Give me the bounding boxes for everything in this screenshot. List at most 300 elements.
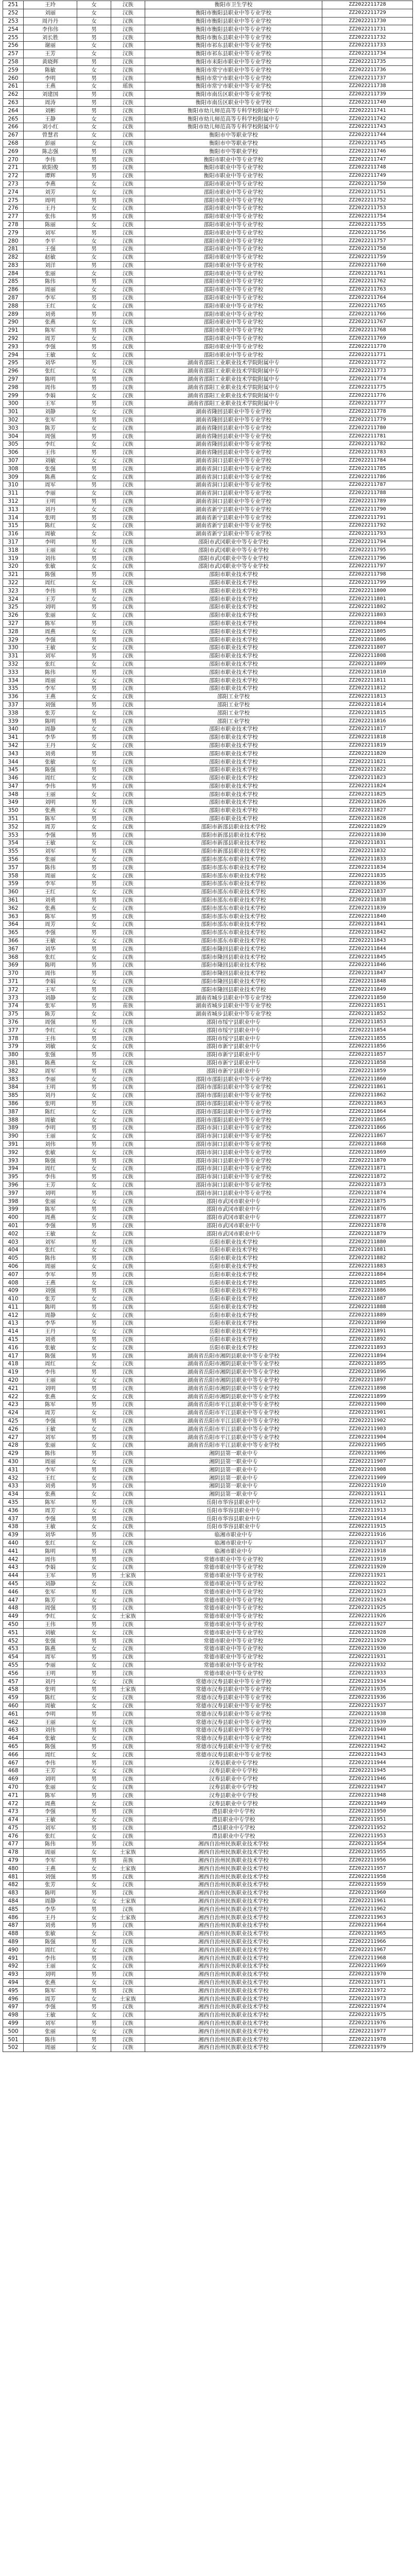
ethnicity-cell: 汉族 [111,1189,145,1197]
certificate-id-cell: ZZ2022211962 [322,1905,413,1913]
table-row [3,359,413,367]
name-cell: 刘勇 [24,1922,77,1930]
name-cell: 刘丽 [24,9,77,17]
ethnicity-cell: 汉族 [111,921,145,929]
row-number: 469 [3,1775,24,1783]
table-row [3,1913,413,1922]
table-row [3,806,413,815]
gender-cell: 女 [77,351,111,359]
ethnicity-cell: 汉族 [111,554,145,563]
certificate-id-cell: ZZ2022211795 [322,546,413,554]
school-cell: 邵阳市职业技术学校 [145,758,322,766]
gender-cell: 女 [77,522,111,530]
table-row [3,408,413,416]
name-cell: 王丽 [24,546,77,554]
name-cell: 王敏 [24,839,77,848]
name-cell: 刘长胜 [24,33,77,42]
certificate-id-cell: ZZ2022211828 [322,815,413,823]
table-row [3,448,413,456]
school-cell: 邵阳市职业技术学校 [145,774,322,782]
ethnicity-cell: 汉族 [111,1523,145,1531]
certificate-id-cell: ZZ2022211949 [322,1800,413,1808]
certificate-id-cell: ZZ2022211908 [322,1466,413,1474]
gender-cell: 女 [77,1865,111,1873]
name-cell: 刘建国 [24,90,77,98]
certificate-id-cell: ZZ2022211741 [322,107,413,115]
ethnicity-cell: 汉族 [111,538,145,546]
row-number: 259 [3,66,24,74]
certificate-id-cell: ZZ2022211838 [322,896,413,904]
school-cell: 邵阳市职业中等专业学校 [145,285,322,294]
ethnicity-cell: 汉族 [111,750,145,758]
gender-cell: 男 [77,863,111,872]
school-cell: 邵阳市职业技术学校 [145,636,322,644]
row-number: 379 [3,1043,24,1051]
row-number: 381 [3,1059,24,1067]
row-number: 360 [3,888,24,896]
gender-cell: 女 [77,953,111,961]
name-cell: 王丽 [24,1376,77,1384]
table-row [3,1629,413,1637]
name-cell: 李娟 [24,1564,77,1572]
gender-cell: 男 [77,1653,111,1661]
table-row [3,1800,413,1808]
name-cell: 周红 [24,774,77,782]
name-cell: 周红 [24,1751,77,1759]
certificate-id-cell: ZZ2022211822 [322,766,413,774]
ethnicity-cell: 汉族 [111,1490,145,1498]
ethnicity-cell: 汉族 [111,1775,145,1783]
certificate-id-cell: ZZ2022211896 [322,1368,413,1376]
ethnicity-cell: 汉族 [111,1018,145,1026]
gender-cell: 女 [77,188,111,196]
name-cell: 张军 [24,1002,77,1010]
ethnicity-cell: 汉族 [111,684,145,692]
ethnicity-cell: 汉族 [111,1710,145,1718]
certificate-id-cell: ZZ2022211874 [322,1189,413,1197]
gender-cell: 男 [77,1824,111,1832]
gender-cell: 女 [77,628,111,636]
name-cell: 陈红 [24,1108,77,1116]
row-number: 426 [3,1425,24,1433]
certificate-id-cell: ZZ2022211946 [322,1775,413,1783]
name-cell: 周芳 [24,823,77,831]
school-cell: 邵阳市洞口县职业中等专业学校 [145,1189,322,1197]
table-row [3,392,413,400]
ethnicity-cell: 汉族 [111,367,145,375]
ethnicity-cell: 汉族 [111,107,145,115]
gender-cell: 男 [77,1238,111,1246]
gender-cell: 男 [77,1157,111,1165]
table-row [3,643,413,652]
gender-cell: 女 [77,440,111,449]
table-row [3,676,413,685]
ethnicity-cell: 汉族 [111,408,145,416]
name-cell: 张芳 [24,1295,77,1303]
name-cell: 赵敏 [24,253,77,261]
name-cell: 王丽 [24,1132,77,1140]
certificate-id-cell: ZZ2022211850 [322,994,413,1002]
certificate-id-cell: ZZ2022211965 [322,1929,413,1938]
name-cell: 陈伟 [24,1449,77,1458]
name-cell: 王明 [24,1083,77,1091]
ethnicity-cell: 汉族 [111,823,145,831]
gender-cell: 女 [77,123,111,131]
certificate-id-cell: ZZ2022211754 [322,212,413,221]
name-cell: 周丽 [24,1458,77,1466]
gender-cell: 男 [77,684,111,692]
table-row [3,1205,413,1213]
ethnicity-cell: 汉族 [111,147,145,156]
certificate-id-cell: ZZ2022211968 [322,1954,413,1962]
table-row [3,888,413,896]
row-number: 285 [3,278,24,286]
table-row [3,1344,413,1352]
name-cell: 王红 [24,1474,77,1482]
name-cell: 王丹 [24,741,77,750]
school-cell: 湘阴县第一职业中专 [145,1466,322,1474]
row-number: 346 [3,774,24,782]
certificate-id-cell: ZZ2022211942 [322,1742,413,1751]
school-cell: 邵阳市绥宁县职业中专 [145,1018,322,1026]
table-row [3,2019,413,2027]
gender-cell: 女 [77,473,111,481]
table-row [3,383,413,392]
school-cell: 湖南省岳阳市湘阴县职业中等专业学校 [145,1376,322,1384]
gender-cell: 男 [77,1987,111,1995]
row-number: 344 [3,758,24,766]
name-cell: 周敏 [24,1702,77,1710]
ethnicity-cell: 汉族 [111,1458,145,1466]
school-cell: 湘西自治州民族职业技术学校 [145,2003,322,2011]
table-row [3,961,413,970]
table-row [3,1767,413,1775]
ethnicity-cell: 汉族 [111,1173,145,1181]
certificate-id-cell: ZZ2022211917 [322,1539,413,1547]
name-cell: 王敏 [24,1230,77,1238]
ethnicity-cell: 汉族 [111,587,145,595]
row-number: 470 [3,1783,24,1791]
gender-cell: 男 [77,1791,111,1800]
certificate-id-cell: ZZ2022211851 [322,1002,413,1010]
ethnicity-cell: 汉族 [111,33,145,42]
school-cell: 邵阳市职业中等专业学校 [145,269,322,278]
certificate-id-cell: ZZ2022211923 [322,1588,413,1596]
gender-cell: 女 [77,1490,111,1498]
name-cell: 陈军 [24,619,77,628]
certificate-id-cell: ZZ2022211889 [322,1311,413,1319]
row-number: 409 [3,1286,24,1295]
name-cell: 周涛 [24,98,77,107]
school-cell: 常德市职业中等专业学校 [145,1645,322,1653]
name-cell: 张红 [24,660,77,668]
ethnicity-cell: 汉族 [111,1010,145,1018]
certificate-id-cell: ZZ2022211734 [322,49,413,58]
school-cell: 湖南省岳阳市湘阴县职业中等专业学校 [145,1393,322,1401]
gender-cell: 女 [77,1897,111,1905]
school-cell: 邵阳市新宁县职业中专 [145,1059,322,1067]
row-number: 342 [3,741,24,750]
certificate-id-cell: ZZ2022211763 [322,285,413,294]
gender-cell: 男 [77,1099,111,1108]
table-row [3,2044,413,2052]
ethnicity-cell: 汉族 [111,774,145,782]
ethnicity-cell: 汉族 [111,1987,145,1995]
name-cell: 刘勇 [24,1335,77,1344]
table-row [3,221,413,229]
gender-cell: 男 [77,831,111,839]
row-number: 274 [3,188,24,196]
school-cell: 湖南省新宁县职业中等专业学校 [145,505,322,514]
gender-cell: 女 [77,180,111,188]
ethnicity-cell: 汉族 [111,1702,145,1710]
row-number: 396 [3,1181,24,1189]
school-cell: 邵阳市职业中等专业学校 [145,278,322,286]
name-cell: 王丹 [24,204,77,212]
gender-cell: 女 [77,1148,111,1157]
table-row [3,1751,413,1759]
row-number: 263 [3,98,24,107]
gender-cell: 男 [77,294,111,302]
school-cell: 邵阳市邵东市职业技术学校 [145,888,322,896]
gender-cell: 男 [77,1531,111,1539]
row-number: 485 [3,1905,24,1913]
ethnicity-cell: 汉族 [111,237,145,245]
school-cell: 岳阳市职业技术学校 [145,1295,322,1303]
name-cell: 王芳 [24,1767,77,1775]
ethnicity-cell: 汉族 [111,1905,145,1913]
name-cell: 张芳 [24,709,77,717]
school-cell: 湘西自治州民族职业技术学校 [145,1865,322,1873]
gender-cell: 男 [77,733,111,741]
gender-cell: 男 [77,1905,111,1913]
certificate-id-cell: ZZ2022211729 [322,9,413,17]
certificate-id-cell: ZZ2022211979 [322,2044,413,2052]
school-cell: 邵阳市洞口县职业中等专业学校 [145,1164,322,1173]
certificate-id-cell: ZZ2022211752 [322,196,413,205]
school-cell: 常德市职业中等专业学校 [145,1564,322,1572]
ethnicity-cell: 汉族 [111,1344,145,1352]
table-row [3,294,413,302]
school-cell: 湖南省新宁县职业中等专业学校 [145,522,322,530]
row-number: 403 [3,1238,24,1246]
ethnicity-cell: 汉族 [111,334,145,343]
school-cell: 邵阳市新邵县职业技术学校 [145,823,322,831]
name-cell: 张燕 [24,1978,77,1987]
row-number: 341 [3,733,24,741]
certificate-id-cell: ZZ2022211967 [322,1946,413,1954]
gender-cell: 女 [77,1213,111,1222]
name-cell: 王敏 [24,1425,77,1433]
row-number: 486 [3,1913,24,1922]
gender-cell: 男 [77,25,111,33]
gender-cell: 女 [77,1075,111,1083]
gender-cell: 男 [77,1173,111,1181]
table-row [3,1140,413,1148]
gender-cell: 女 [77,1816,111,1824]
gender-cell: 女 [77,367,111,375]
ethnicity-cell: 汉族 [111,1148,145,1157]
row-number: 312 [3,497,24,505]
school-cell: 岳阳市职业技术学校 [145,1254,322,1262]
name-cell: 张燕 [24,904,77,912]
ethnicity-cell: 汉族 [111,855,145,863]
school-cell: 湖南省洞口县职业中等专业学校 [145,473,322,481]
school-cell: 湘西自治州民族职业技术学校 [145,1987,322,1995]
school-cell: 湖南省岳阳市湘阴县职业中等专业学校 [145,1368,322,1376]
school-cell: 邵阳市职业中等专业学校 [145,180,322,188]
ethnicity-cell: 汉族 [111,1922,145,1930]
row-number: 422 [3,1393,24,1401]
school-cell: 邵阳市洞口县职业中等专业学校 [145,1173,322,1181]
table-row [3,1531,413,1539]
school-cell: 湖南省隆回县职业中等专业学校 [145,424,322,432]
gender-cell: 女 [77,1645,111,1653]
table-row [3,847,413,855]
table-row [3,82,413,90]
gender-cell: 男 [77,1384,111,1393]
table-row [3,579,413,587]
row-number: 454 [3,1653,24,1661]
ethnicity-cell: 汉族 [111,847,145,855]
certificate-id-cell: ZZ2022211867 [322,1132,413,1140]
school-cell: 邵阳市绥宁县职业中专 [145,1026,322,1035]
table-row [3,497,413,505]
school-cell: 邵阳市职业技术学校 [145,815,322,823]
table-row [3,253,413,261]
name-cell: 陈丽 [24,221,77,229]
gender-cell: 男 [77,383,111,392]
row-number: 376 [3,1018,24,1026]
ethnicity-cell: 汉族 [111,1409,145,1417]
table-row [3,1539,413,1547]
row-number: 424 [3,1409,24,1417]
name-cell: 欧阳俊 [24,163,77,172]
row-number: 309 [3,473,24,481]
name-cell: 张明 [24,1685,77,1693]
table-row [3,530,413,538]
certificate-id-cell: ZZ2022211925 [322,1604,413,1612]
name-cell: 周红 [24,1360,77,1368]
name-cell: 王敏 [24,351,77,359]
name-cell: 刘军 [24,2019,77,2027]
school-cell: 常德市职业中等专业学校 [145,1588,322,1596]
row-number: 279 [3,229,24,237]
school-cell: 邵阳市洞口县职业中等专业学校 [145,1140,322,1148]
ethnicity-cell: 汉族 [111,611,145,619]
ethnicity-cell: 汉族 [111,872,145,880]
gender-cell: 女 [77,269,111,278]
certificate-id-cell: ZZ2022211827 [322,806,413,815]
row-number: 394 [3,1164,24,1173]
name-cell: 张敏 [24,758,77,766]
gender-cell: 男 [77,1954,111,1962]
name-cell: 陈强 [24,1742,77,1751]
name-cell: 刘静 [24,1580,77,1588]
table-row [3,782,413,790]
certificate-id-cell: ZZ2022211825 [322,790,413,799]
school-cell: 邵阳市隆回县职业技术学校 [145,961,322,970]
table-row [3,1677,413,1686]
certificate-id-cell: ZZ2022211887 [322,1295,413,1303]
school-cell: 汉寿县职业中专学校 [145,1783,322,1791]
school-cell: 湖南省岳阳市湘阴县职业中等专业学校 [145,1384,322,1393]
name-cell: 李平 [24,237,77,245]
gender-cell: 女 [77,1026,111,1035]
row-number: 371 [3,977,24,986]
gender-cell: 女 [77,221,111,229]
name-cell: 曾慧君 [24,131,77,139]
gender-cell: 男 [77,1368,111,1376]
name-cell: 陈强 [24,1352,77,1360]
school-cell: 邵阳市职业技术学校 [145,570,322,579]
name-cell: 李军 [24,1270,77,1279]
name-cell: 刘军 [24,652,77,660]
ethnicity-cell: 汉族 [111,1433,145,1442]
name-cell: 刘丹 [24,505,77,514]
school-cell: 邵阳市职业技术学校 [145,799,322,807]
gender-cell: 男 [77,359,111,367]
gender-cell: 男 [77,1840,111,1849]
table-row [3,1620,413,1629]
name-cell: 张明 [24,1099,77,1108]
row-number: 304 [3,432,24,440]
table-row [3,1791,413,1800]
gender-cell: 女 [77,1962,111,1971]
row-number: 465 [3,1742,24,1751]
certificate-id-cell: ZZ2022211746 [322,147,413,156]
gender-cell: 男 [77,147,111,156]
ethnicity-cell: 汉族 [111,1604,145,1612]
table-row [3,17,413,25]
school-cell: 常德市职业中等专业学校 [145,1669,322,1677]
ethnicity-cell: 汉族 [111,863,145,872]
gender-cell: 女 [77,1718,111,1726]
row-number: 366 [3,937,24,945]
school-cell: 常德市职业中等专业学校 [145,1555,322,1564]
gender-cell: 男 [77,945,111,953]
row-number: 444 [3,1571,24,1580]
name-cell: 陈志强 [24,147,77,156]
name-cell: 王明 [24,497,77,505]
row-number: 395 [3,1173,24,1181]
row-number: 262 [3,90,24,98]
gender-cell: 女 [77,1523,111,1531]
row-number: 388 [3,1116,24,1124]
ethnicity-cell: 汉族 [111,1213,145,1222]
certificate-id-cell: ZZ2022211820 [322,750,413,758]
name-cell: 陈燕 [24,1645,77,1653]
row-number: 392 [3,1148,24,1157]
ethnicity-cell: 汉族 [111,1368,145,1376]
row-number: 495 [3,1987,24,1995]
gender-cell: 女 [77,1409,111,1417]
gender-cell: 女 [77,546,111,554]
certificate-id-cell: ZZ2022211847 [322,969,413,977]
name-cell: 刘勇 [24,310,77,318]
gender-cell: 女 [77,977,111,986]
ethnicity-cell: 汉族 [111,1718,145,1726]
school-cell: 常德市职业中等专业学校 [145,1661,322,1669]
row-number: 480 [3,1865,24,1873]
name-cell: 李娟 [24,977,77,986]
table-row [3,123,413,131]
row-number: 462 [3,1718,24,1726]
row-number: 370 [3,969,24,977]
table-row [3,1368,413,1376]
certificate-id-cell: ZZ2022211865 [322,1116,413,1124]
ethnicity-cell: 汉族 [111,456,145,465]
